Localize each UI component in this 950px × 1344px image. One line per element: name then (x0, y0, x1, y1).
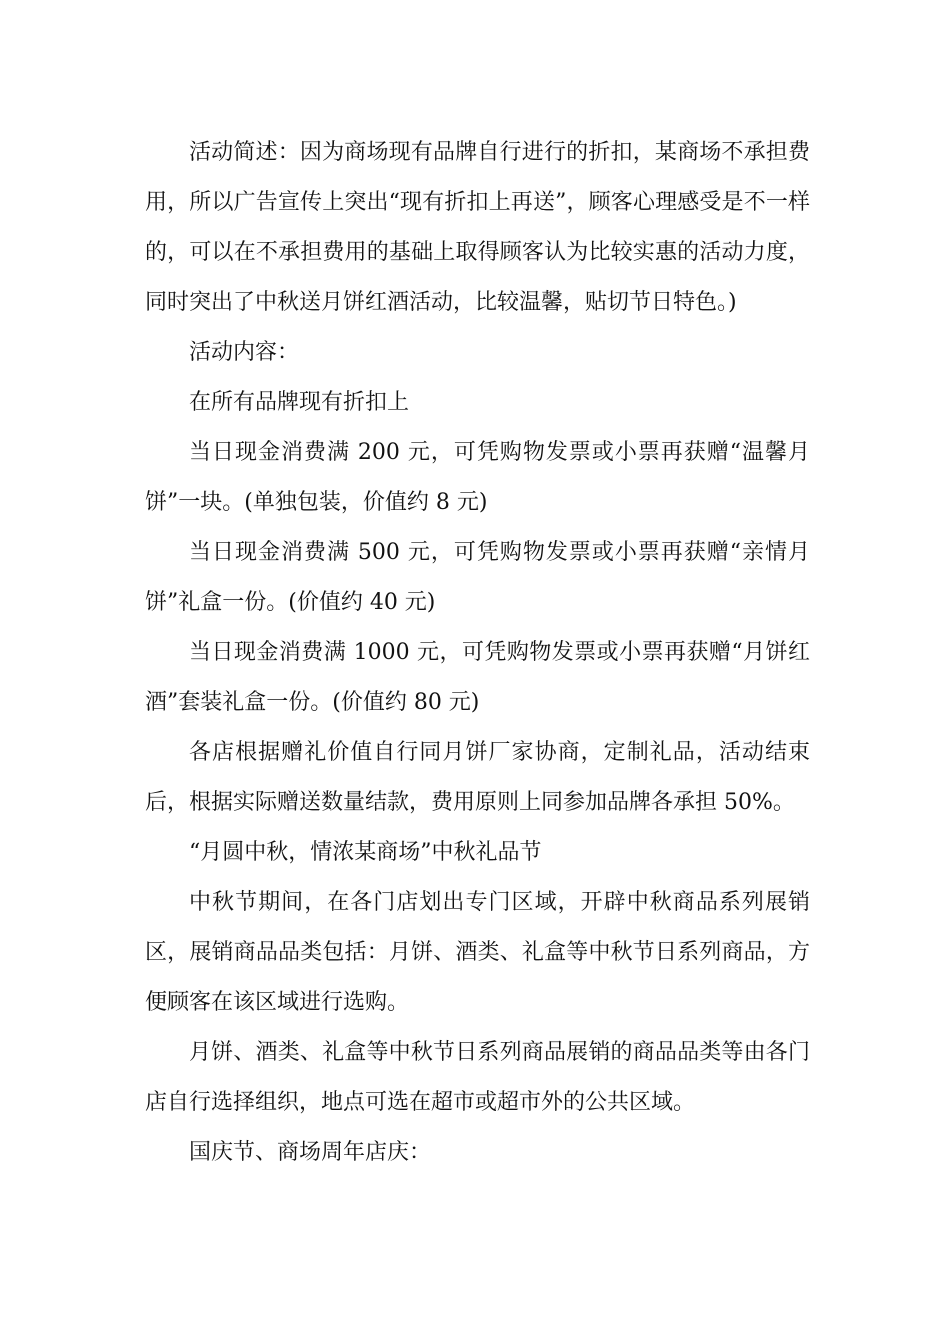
paragraph-tier-500: 当日现金消费满 500 元，可凭购物发票或小票再获赠“亲情月饼”礼盒一份。(价值约 40 元) (145, 540, 810, 615)
paragraph-activity-summary: 活动简述：因为商场现有品牌自行进行的折扣，某商场不承担费用，所以广告宣传上突出“现有折扣上再送”，顾客心理感受是不一样的，可以在不承担费用的基础上取得顾客认为比较实惠的活动力度，同时突出了中秋送月饼红酒活动，比较温馨，贴切节日特色。) (145, 140, 810, 315)
paragraph-activity-content-heading: 活动内容： (189, 340, 300, 365)
paragraph-tier-1000: 当日现金消费满 1000 元，可凭购物发票或小票再获赠“月饼红酒”套装礼盒一份。(价值约 80 元) (145, 640, 810, 715)
paragraph-gift-festival-title: “月圆中秋，情浓某商场”中秋礼品节 (189, 840, 542, 865)
paragraph-exhibition-organization: 月饼、酒类、礼盒等中秋节日系列商品展销的商品品类等由各门店自行选择组织，地点可选在超市或超市外的公共区域。 (145, 1040, 810, 1115)
paragraph-existing-discount: 在所有品牌现有折扣上 (189, 390, 410, 415)
paragraph-national-day-heading: 国庆节、商场周年店庆： (189, 1140, 432, 1165)
paragraph-tier-200: 当日现金消费满 200 元，可凭购物发票或小票再获赠“温馨月饼”一块。(单独包装，价值约 8 元) (145, 440, 810, 515)
paragraph-exhibition-area: 中秋节期间，在各门店划出专门区域，开辟中秋商品系列展销区，展销商品品类包括：月饼、酒类、礼盒等中秋节日系列商品，方便顾客在该区域进行选购。 (145, 890, 810, 1015)
paragraph-cost-sharing: 各店根据赠礼价值自行同月饼厂家协商，定制礼品，活动结束后，根据实际赠送数量结款，费用原则上同参加品牌各承担 50%。 (145, 740, 810, 815)
document-body (145, 128, 810, 1178)
